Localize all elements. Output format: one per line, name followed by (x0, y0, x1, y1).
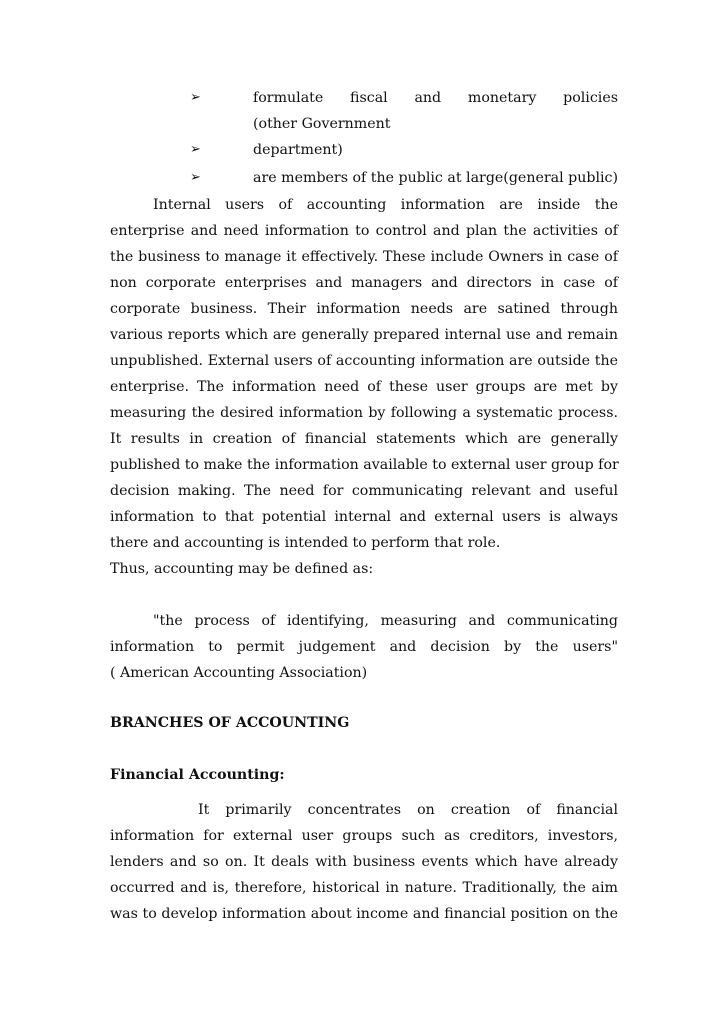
paragraph-line: occurred and is, therefore, historical in nature. Traditionally, the aim (110, 880, 618, 896)
paragraph-line: enterprise and need information to control and plan the activities of (110, 223, 618, 239)
paragraph-line: information for external user groups such as creditors, investors, (110, 828, 618, 844)
paragraph-line: was to develop information about income and financial position on the (110, 906, 618, 922)
bullet-text: (other Government (253, 116, 391, 132)
paragraph-line: It results in creation of financial statements which are generally (110, 431, 618, 447)
paragraph-line: the business to manage it effectively. These include Owners in case of (110, 249, 618, 265)
paragraph-line: enterprise. The information need of these user groups are met by (110, 379, 618, 395)
quote-source: ( American Accounting Association) (110, 665, 368, 681)
quote-line: "the process of identifying, measuring and communicating (153, 613, 618, 629)
bullet-text: department) (253, 142, 343, 158)
paragraph-line: Internal users of accounting information are inside the (153, 197, 618, 213)
bullet-item (110, 165, 618, 191)
bullet-item-continuation (110, 111, 618, 137)
paragraph-line: published to make the information available to external user group for (110, 457, 619, 473)
arrow-bullet-icon: ➢ (190, 90, 201, 105)
paragraph-line: there and accounting is intended to perform that role. (110, 535, 501, 551)
definition-intro: Thus, accounting may be defined as: (110, 561, 374, 577)
arrow-bullet-icon: ➢ (190, 142, 201, 157)
paragraph-line: various reports which are generally prepared internal use and remain (110, 327, 618, 343)
paragraph-line: It primarily concentrates on creation of financial (198, 802, 618, 818)
bullet-item (110, 137, 618, 163)
quote-line: information to permit judgement and decision by the users" (110, 639, 618, 655)
paragraph-line: decision making. The need for communicating relevant and useful (110, 483, 618, 499)
bullet-item (110, 85, 618, 111)
bullet-text: are members of the public at large(general public) (253, 170, 618, 186)
paragraph-line: non corporate enterprises and managers and directors in case of (110, 275, 618, 291)
arrow-bullet-icon: ➢ (190, 170, 201, 185)
paragraph-line: measuring the desired information by following a systematic process. (110, 405, 618, 421)
paragraph-line: unpublished. External users of accounting information are outside the (110, 353, 618, 369)
subheading: Financial Accounting: (110, 767, 285, 783)
bullet-text: formulate fiscal and monetary policies (253, 90, 618, 106)
section-heading: BRANCHES OF ACCOUNTING (110, 715, 350, 731)
paragraph-line: information to that potential internal and external users is always (110, 509, 618, 525)
paragraph-line: corporate business. Their information needs are satined through (110, 301, 618, 317)
paragraph-line: lenders and so on. It deals with business events which have already (110, 854, 618, 870)
